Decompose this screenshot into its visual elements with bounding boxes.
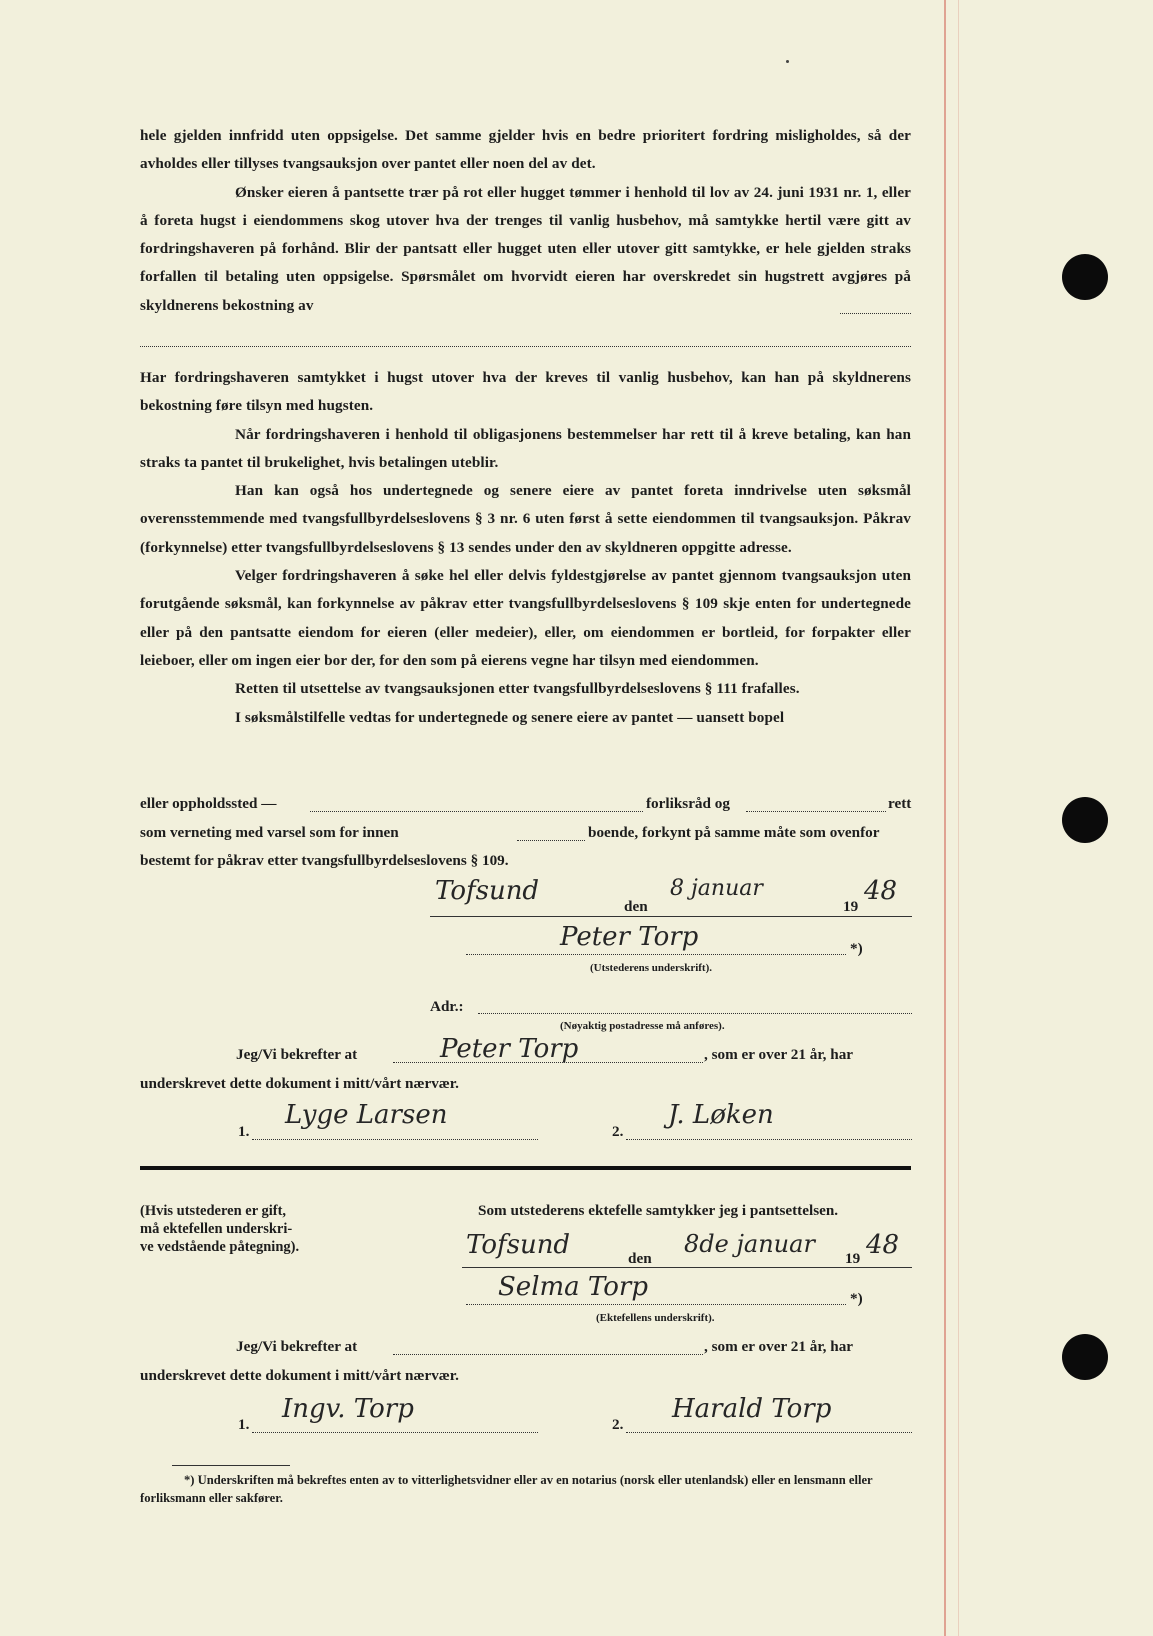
hugst-fill-line-1 <box>840 313 911 314</box>
paragraph-3: Har fordringshaveren samtykket i hugst utover hva der kreves til vanlig husbehov, kan han på skyldnerens bekostning føre tilsyn med hugsten. <box>140 369 911 415</box>
spouse-note: (Hvis utstederen er gift, må ektefellen underskri- ve vedstående påtegning). <box>140 1203 300 1255</box>
paragraph-2: Ønsker eieren å pantsette trær på rot eller hugget tømmer i henhold til lov av 24. juni 1931 nr. 1, eller å foreta hugst i eiendommens skog utover hva der trenges til vanlig husbehov, må samtykke hertil være gitt av fordringshaveren på forhånd. Blir der pantsatt eller hugget uten eller utover gitt samtykke, er hele gjelden straks forfallen til betaling uten oppsigelse. Spørsmålet om hvorvidt eieren har overskredet sin hugstrett avgjøres på skyldnerens bekostning av <box>140 183 911 314</box>
spouse-date-handwritten: 8de januar <box>684 1230 815 1258</box>
paper-speck <box>786 60 789 63</box>
witness1-tail: , som er over 21 år, har <box>704 1046 854 1063</box>
spouse-consent: Som utstederens ektefelle samtykker jeg i pantsettelsen. <box>478 1202 839 1219</box>
venue-line2-b: boende, forkynt på samme måte som ovenfor <box>588 824 880 841</box>
issuer-signature-caption: (Utstederens underskrift). <box>590 962 713 974</box>
punch-hole-top <box>1062 254 1108 300</box>
witness2-number-1: 1. <box>238 1416 250 1433</box>
issuer-date-line <box>430 916 912 917</box>
punch-hole-middle <box>1062 797 1108 843</box>
witness1-number-2: 2. <box>612 1123 624 1140</box>
spouse-place-handwritten: Tofsund <box>466 1230 571 1260</box>
spouse-signature-line <box>466 1304 846 1305</box>
venue-fill-3 <box>517 840 585 841</box>
venue-line3: bestemt for påkrav etter tvangsfullbyrdelseslovens § 109. <box>140 852 509 869</box>
witness2-signature-2: Harald Torp <box>672 1394 832 1424</box>
footnote <box>140 1471 911 1507</box>
spouse-date-line <box>462 1267 912 1268</box>
spouse-signature-caption: (Ektefellens underskrift). <box>596 1312 715 1324</box>
paragraph-4: Når fordringshaveren i henhold til obligasjonens bestemmelser har rett til å kreve betaling, kan han straks ta pantet til brukelighet, hvis betalingen uteblir. <box>140 425 911 471</box>
witness1-sig1-line <box>252 1139 538 1140</box>
witness2-line2: underskrevet dette dokument i mitt/vårt nærvær. <box>140 1367 459 1384</box>
issuer-year-handwritten: 48 <box>864 876 898 906</box>
margin-line-secondary <box>958 0 959 1636</box>
witness2-tail: , som er over 21 år, har <box>704 1338 854 1355</box>
issuer-place-handwritten: Tofsund <box>435 876 540 906</box>
witness2-sig1-line <box>252 1432 538 1433</box>
section-divider <box>140 1166 911 1170</box>
venue-line1-c: rett <box>888 795 912 812</box>
issuer-asterisk: *) <box>850 940 863 957</box>
body-block-1 <box>140 122 911 320</box>
venue-line1-b: forliksråd og <box>646 795 730 812</box>
issuer-signature-handwritten: Peter Torp <box>560 922 699 952</box>
address-caption: (Nøyaktig postadresse må anføres). <box>560 1020 725 1032</box>
punch-hole-bottom <box>1062 1334 1108 1380</box>
margin-line <box>944 0 946 1636</box>
spouse-year-handwritten: 48 <box>866 1230 900 1260</box>
issuer-year-prefix: 19 <box>843 898 859 915</box>
paragraph-8: I søksmålstilfelle vedtas for undertegnede og senere eiere av pantet — uansett bopel <box>235 708 785 726</box>
witness2-number-2: 2. <box>612 1416 624 1433</box>
witness1-sig2-line <box>626 1139 912 1140</box>
witness2-lead: Jeg/Vi bekrefter at <box>236 1338 358 1355</box>
witness1-number-1: 1. <box>238 1123 250 1140</box>
address-label: Adr.: <box>430 998 464 1015</box>
witness1-signature-1: Lyge Larsen <box>285 1100 448 1130</box>
paragraph-1: hele gjelden innfridd uten oppsigelse. Det samme gjelder hvis en bedre prioritert fordring misligholdes, så der avholdes eller tillyses tvangsauksjon over pantet eller noen del av det. <box>140 127 911 173</box>
spouse-signature-handwritten: Selma Torp <box>498 1272 648 1302</box>
spouse-year-prefix: 19 <box>845 1250 861 1267</box>
issuer-date-handwritten: 8 januar <box>670 876 763 901</box>
body-block-2 <box>140 364 911 732</box>
hugst-fill-line-2 <box>140 346 911 347</box>
issuer-signature-line <box>466 954 846 955</box>
witness1-line2: underskrevet dette dokument i mitt/vårt nærvær. <box>140 1075 459 1092</box>
witness2-sig2-line <box>626 1432 912 1433</box>
venue-line1-a: eller oppholdssted — <box>140 795 277 812</box>
witness1-lead: Jeg/Vi bekrefter at <box>236 1046 358 1063</box>
paragraph-7: Retten til utsettelse av tvangsauksjonen etter tvangsfullbyrdelseslovens § 111 frafalles. <box>235 680 800 698</box>
witness2-name-line <box>393 1354 703 1355</box>
footnote-text: *) Underskriften må bekreftes enten av to vitterlighetsvidner eller av en notarius (norsk eller utenlandsk) eller en lensmann eller forliksmann eller sakfører. <box>140 1473 873 1505</box>
spouse-asterisk: *) <box>850 1290 863 1307</box>
venue-line2-a: som verneting med varsel som for innen <box>140 824 399 841</box>
venue-fill-1 <box>310 811 643 812</box>
issuer-den: den <box>624 898 648 915</box>
witness1-name-handwritten: Peter Torp <box>440 1034 579 1064</box>
witness1-name-line <box>393 1062 703 1063</box>
witness1-signature-2: J. Løken <box>668 1100 774 1130</box>
spouse-den: den <box>628 1250 652 1267</box>
paragraph-5: Han kan også hos undertegnede og senere eiere av pantet foreta inndrivelse uten søksmål overensstemmende med tvangsfullbyrdelseslovens § 3 nr. 6 uten først å sette eiendommen til tvangsauksjon. Påkrav (forkynnelse) etter tvangsfullbyrdelseslovens § 13 sendes under den av skyldneren oppgitte adresse. <box>140 482 911 556</box>
venue-fill-2 <box>746 811 886 812</box>
footnote-rule <box>172 1465 290 1466</box>
paragraph-6: Velger fordringshaveren å søke hel eller delvis fyldestgjørelse av pantet gjennom tvangsauksjon uten forutgående søksmål, kan forkynnelse av påkrav etter tvangsfullbyrdelseslovens § 109 skje enten for undertegnede eller på den pantsatte eiendom for eieren (eller medeier), eller, om eiendommen er bortleid, for forpakter eller leieboer, eller om ingen eier bor der, for den som på eierens vegne har tilsyn med eiendommen. <box>140 567 911 669</box>
address-line <box>478 1013 912 1014</box>
witness2-signature-1: Ingv. Torp <box>282 1394 414 1424</box>
